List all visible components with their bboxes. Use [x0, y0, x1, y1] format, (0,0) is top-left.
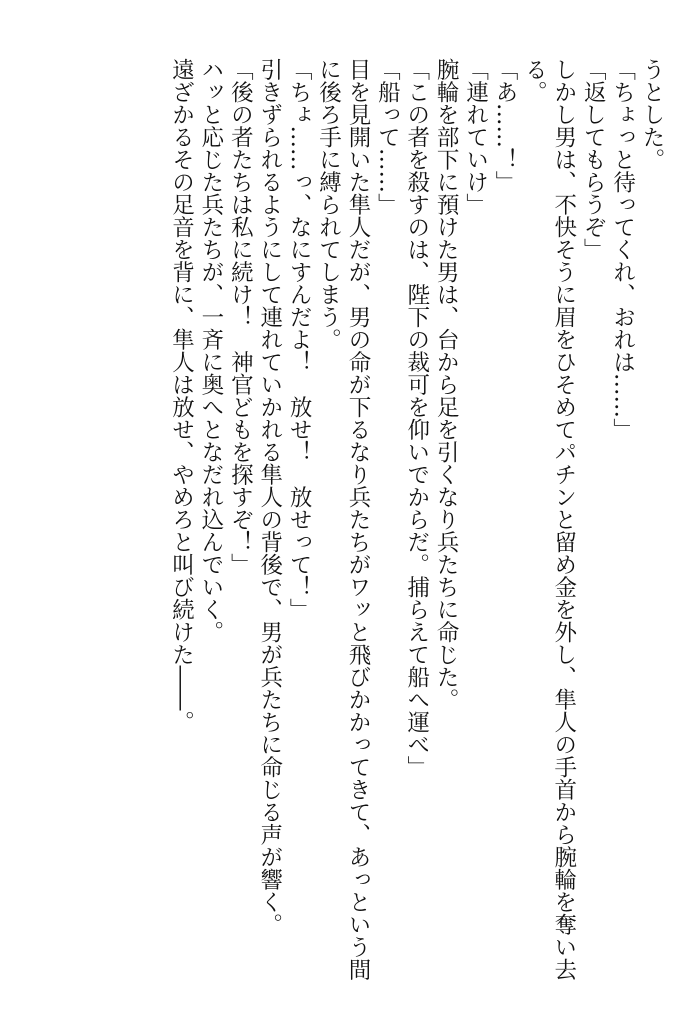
text-line: 引きずられるようにして連れていかれる隼人の背後で、男が兵たちに命じる声が響く。 [256, 58, 283, 936]
text-line: しかし男は、不快そうに眉をひそめてパチンと留め金を外し、隼人の手首から腕輪を奪い去 [550, 58, 577, 981]
text-line: 「あ……！」 [491, 58, 518, 193]
text-line: 「この者を殺すのは、陛下の裁可を仰いでからだ。捕らえて船へ運べ」 [403, 58, 430, 778]
text-line: 「ちょ……っ、なにすんだよ！ 放せ！ 放せって！」 [286, 58, 313, 621]
text-line: 「後の者たちは私に続け！ 神官どもを探すぞ！」 [227, 58, 254, 576]
text-line: 目を見開いた隼人だが、男の命が下るなり兵たちがワッと飛びかかってきて、あっという間 [344, 58, 371, 981]
text-line: ハッと応じた兵たちが、一斉に奥へとなだれ込んでいく。 [197, 58, 224, 643]
vertical-text-body [166, 58, 666, 988]
text-line: に後ろ手に縛られてしまう。 [315, 58, 342, 351]
text-line: 腕輪を部下に預けた男は、台から足を引くなり兵たちに命じた。 [433, 58, 460, 711]
text-line: 「船って……」 [374, 58, 401, 216]
text-line: うとした。 [639, 58, 665, 171]
text-line: 「ちょっと待ってくれ、おれは……」 [609, 58, 636, 441]
text-line: 「連れていけ」 [462, 58, 489, 216]
text-line: 遠ざかるその足音を背に、隼人は放せ、やめろと叫び続けた――。 [168, 58, 195, 733]
text-line: 「返してもらうぞ」 [580, 58, 607, 261]
text-line: る。 [521, 58, 548, 103]
